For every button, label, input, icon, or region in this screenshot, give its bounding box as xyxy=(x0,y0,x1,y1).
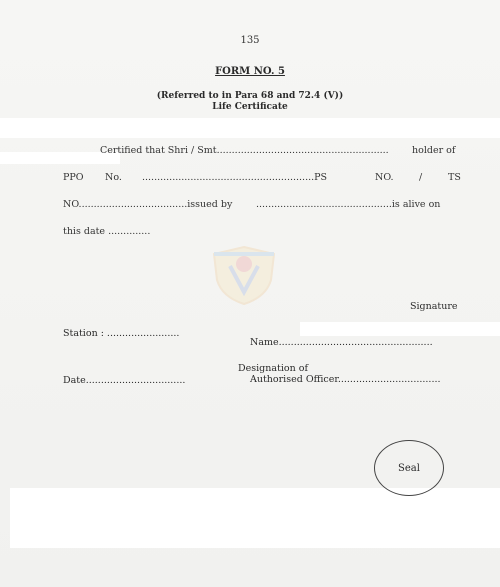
ps-no-label: NO. xyxy=(375,172,394,183)
slash-separator: / xyxy=(419,172,423,183)
authorised-officer-field: Authorised Officer.................................. xyxy=(250,374,441,385)
scan-artifact xyxy=(10,488,500,548)
form-title: FORM NO. 5 xyxy=(215,66,285,77)
date-field: Date................................. xyxy=(63,375,186,386)
alive-on-line: .............................................is alive on xyxy=(256,199,441,210)
ts-label: TS xyxy=(448,172,461,183)
ppo-label: PPO xyxy=(63,172,84,183)
issued-by-line: NO....................................issued by xyxy=(63,199,233,210)
signature-label: Signature xyxy=(410,301,458,312)
holder-of-text: holder of xyxy=(412,145,456,156)
form-subtitle: Life Certificate xyxy=(212,102,288,112)
designation-label: Designation of xyxy=(238,363,308,374)
scan-artifact xyxy=(0,118,500,138)
form-reference: (Referred to in Para 68 and 72.4 (V)) xyxy=(156,91,344,101)
seal-label: Seal xyxy=(398,462,420,474)
ppo-no-label: No. xyxy=(105,172,122,183)
scan-artifact xyxy=(300,322,500,336)
page-number: 135 xyxy=(240,35,260,46)
station-field: Station : ........................ xyxy=(63,328,180,339)
certified-line: Certified that Shri / Smt......................................................... xyxy=(100,145,389,156)
shield-emblem-icon xyxy=(208,244,280,306)
name-field: Name................................................... xyxy=(250,337,433,348)
ppo-number-blank: .........................................................PS xyxy=(142,172,328,183)
date-line: this date .............. xyxy=(63,226,151,237)
seal-stamp xyxy=(374,440,444,496)
